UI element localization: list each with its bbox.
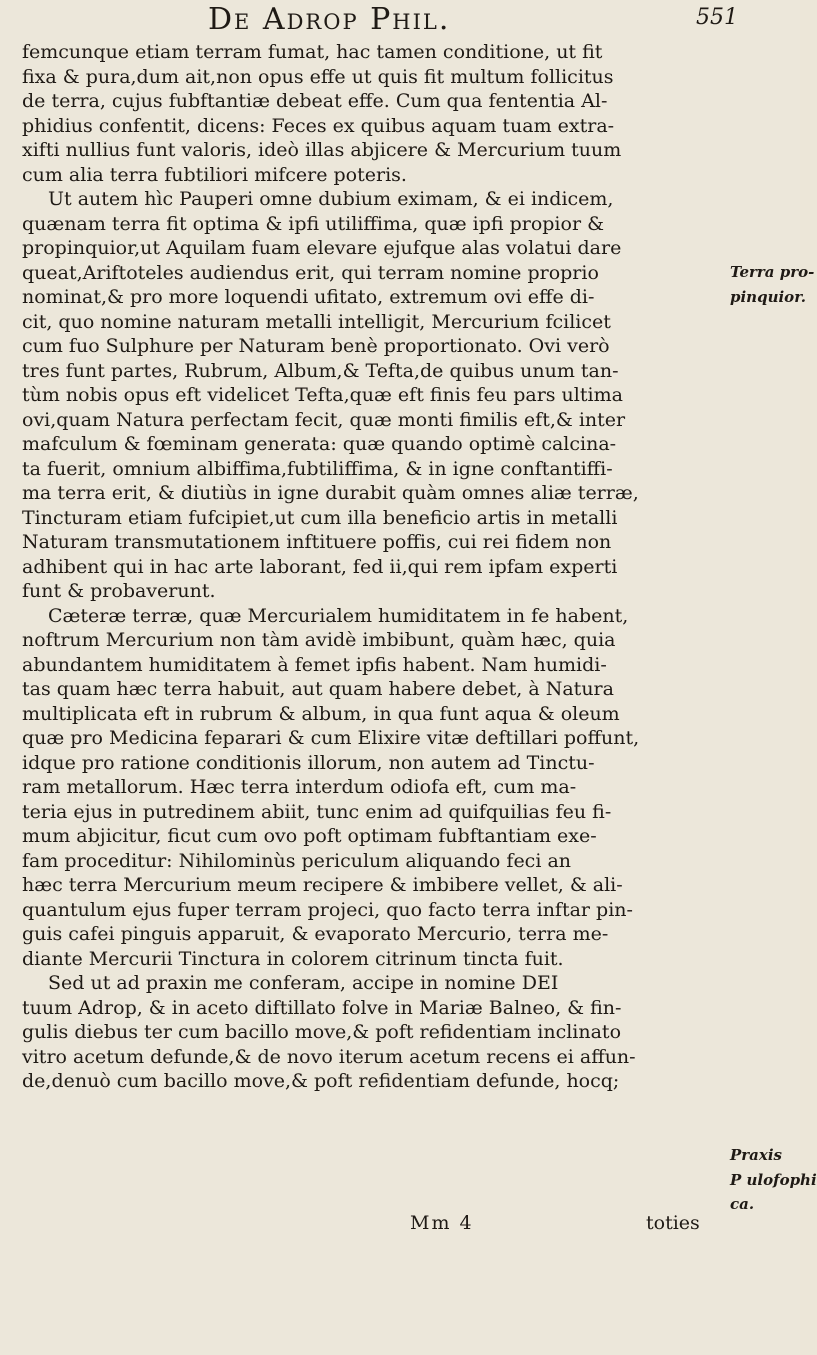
text-line: ma terra erit, & diutiùs in igne durabit quàm omnes aliæ terræ, — [22, 482, 639, 504]
text-line: vitro acetum defunde,& de novo iterum acetum recens ei affun- — [22, 1045, 636, 1068]
marginal-note-line: ca. — [730, 1195, 755, 1213]
text-line: propinquior,ut Aquilam fuam elevare ejufque alas volatui dare — [22, 237, 622, 259]
body-text — [22, 40, 728, 1094]
marginal-note-praxis — [730, 1143, 817, 1217]
text-line: femcunque etiam terram fumat, hac tamen conditione, ut fit — [22, 41, 603, 63]
text-line: tùm nobis opus eft videlicet Tefta,quæ eft finis feu pars ultima — [22, 384, 623, 406]
text-line: gulis diebus ter cum bacillo move,& poft refidentiam inclinato — [22, 1021, 622, 1043]
text-line: quæ pro Medicina feparari & cum Elixire vitæ deftillari poffunt, — [22, 727, 640, 749]
text-line: cum fuo Sulphure per Naturam benè proportionato. Ovi verò — [22, 335, 610, 357]
text-line: Naturam transmutationem inftituere poffis, cui rei fidem non — [22, 531, 612, 553]
text-line: queat,Ariftoteles audiendus erit, qui terram nomine proprio — [22, 261, 599, 284]
text-line: adhibent qui in hac arte laborant, fed ii,qui rem ipfam experti — [22, 555, 618, 578]
marginal-note-line: Terra pro- — [730, 263, 815, 281]
text-line: quantulum ejus fuper terram projeci, quo facto terra inftar pin- — [22, 898, 633, 921]
text-line: fam proceditur: Nihilominùs periculum aliquando feci an — [22, 849, 572, 872]
text-line: abundantem humiditatem à femet ipfis habent. Nam humidi- — [22, 653, 607, 676]
text-line: tres funt partes, Rubrum, Album,& Tefta,de quibus unum tan- — [22, 359, 619, 382]
marginal-note-terra — [730, 260, 815, 309]
paragraph-start-line: Ut autem hìc Pauperi omne dubium eximam, & ei indicem, — [48, 188, 614, 210]
text-line: idque pro ratione conditionis illorum, non autem ad Tinctu- — [22, 751, 595, 774]
paragraph-start-line: Cæteræ terræ, quæ Mercurialem humiditatem in fe habent, — [48, 604, 629, 627]
text-line: xifti nullius funt valoris, ideò illas abjicere & Mercurium tuum — [22, 139, 622, 161]
running-title: De Adrop Phil. — [208, 2, 451, 37]
text-line: mafculum & fœminam generata: quæ quando optimè calcina- — [22, 433, 617, 455]
text-line: nominat,& pro more loquendi ufitato, extremum ovi effe di- — [22, 286, 595, 308]
text-line: teria ejus in putredinem abiit, tunc enim ad quifquilias feu fi- — [22, 800, 612, 823]
catchword: toties — [646, 1212, 700, 1234]
text-line: cum alia terra fubtiliori mifcere poteris. — [22, 163, 407, 186]
text-line: cit, quo nomine naturam metalli intelligit, Mercurium fcilicet — [22, 310, 611, 333]
text-line: multiplicata eft in rubrum & album, in qua funt aqua & oleum — [22, 702, 620, 725]
page-number: 551 — [696, 5, 738, 30]
text-line: noftrum Mercurium non tàm avidè imbibunt, quàm hæc, quia — [22, 629, 616, 651]
text-line: ta fuerit, omnium albiffima,fubtiliffima, & in igne conftantiffi- — [22, 457, 613, 480]
text-line: tas quam hæc terra habuit, aut quam habere debet, à Natura — [22, 678, 614, 700]
text-line: phidius confentit, dicens: Feces ex quibus aquam tuam extra- — [22, 114, 615, 137]
text-line: Tincturam etiam fufcipiet,ut cum illa beneficio artis in metalli — [22, 506, 618, 529]
text-line: quænam terra fit optima & ipfi utiliffima, quæ ipfi propior & — [22, 212, 604, 235]
text-line: tuum Adrop, & in aceto diftillato folve in Mariæ Balneo, & fin- — [22, 996, 622, 1019]
text-line: hæc terra Mercurium meum recipere & imbibere vellet, & ali- — [22, 874, 623, 896]
text-line: ovi,quam Natura perfectam fecit, quæ monti fimilis eft,& inter — [22, 408, 626, 431]
text-line: de terra, cujus fubftantiæ debeat effe. Cum qua fententia Al- — [22, 90, 608, 112]
text-line: diante Mercurii Tinctura in colorem citrinum tincta fuit. — [22, 947, 564, 970]
signature-mark: Mm 4 — [410, 1212, 474, 1234]
paragraph-start-line: Sed ut ad praxin me conferam, accipe in nomine DEI — [48, 972, 559, 994]
marginal-note-line: pinquior. — [730, 287, 806, 306]
text-line: ram metallorum. Hæc terra interdum odiofa eft, cum ma- — [22, 776, 577, 798]
text-line: guis cafei pinguis apparuit, & evaporato Mercurio, terra me- — [22, 923, 609, 945]
text-line: de,denuò cum bacillo move,& poft refidentiam defunde, hocq; — [22, 1070, 620, 1092]
marginal-note-line: P ulofophi — [730, 1170, 817, 1189]
text-line: funt & probaverunt. — [22, 580, 216, 602]
marginal-note-line: Praxis — [730, 1146, 782, 1164]
text-line: mum abjicitur, ficut cum ovo poft optimam fubftantiam exe- — [22, 825, 597, 847]
text-line: fixa & pura,dum ait,non opus effe ut quis fit multum follicitus — [22, 65, 614, 88]
